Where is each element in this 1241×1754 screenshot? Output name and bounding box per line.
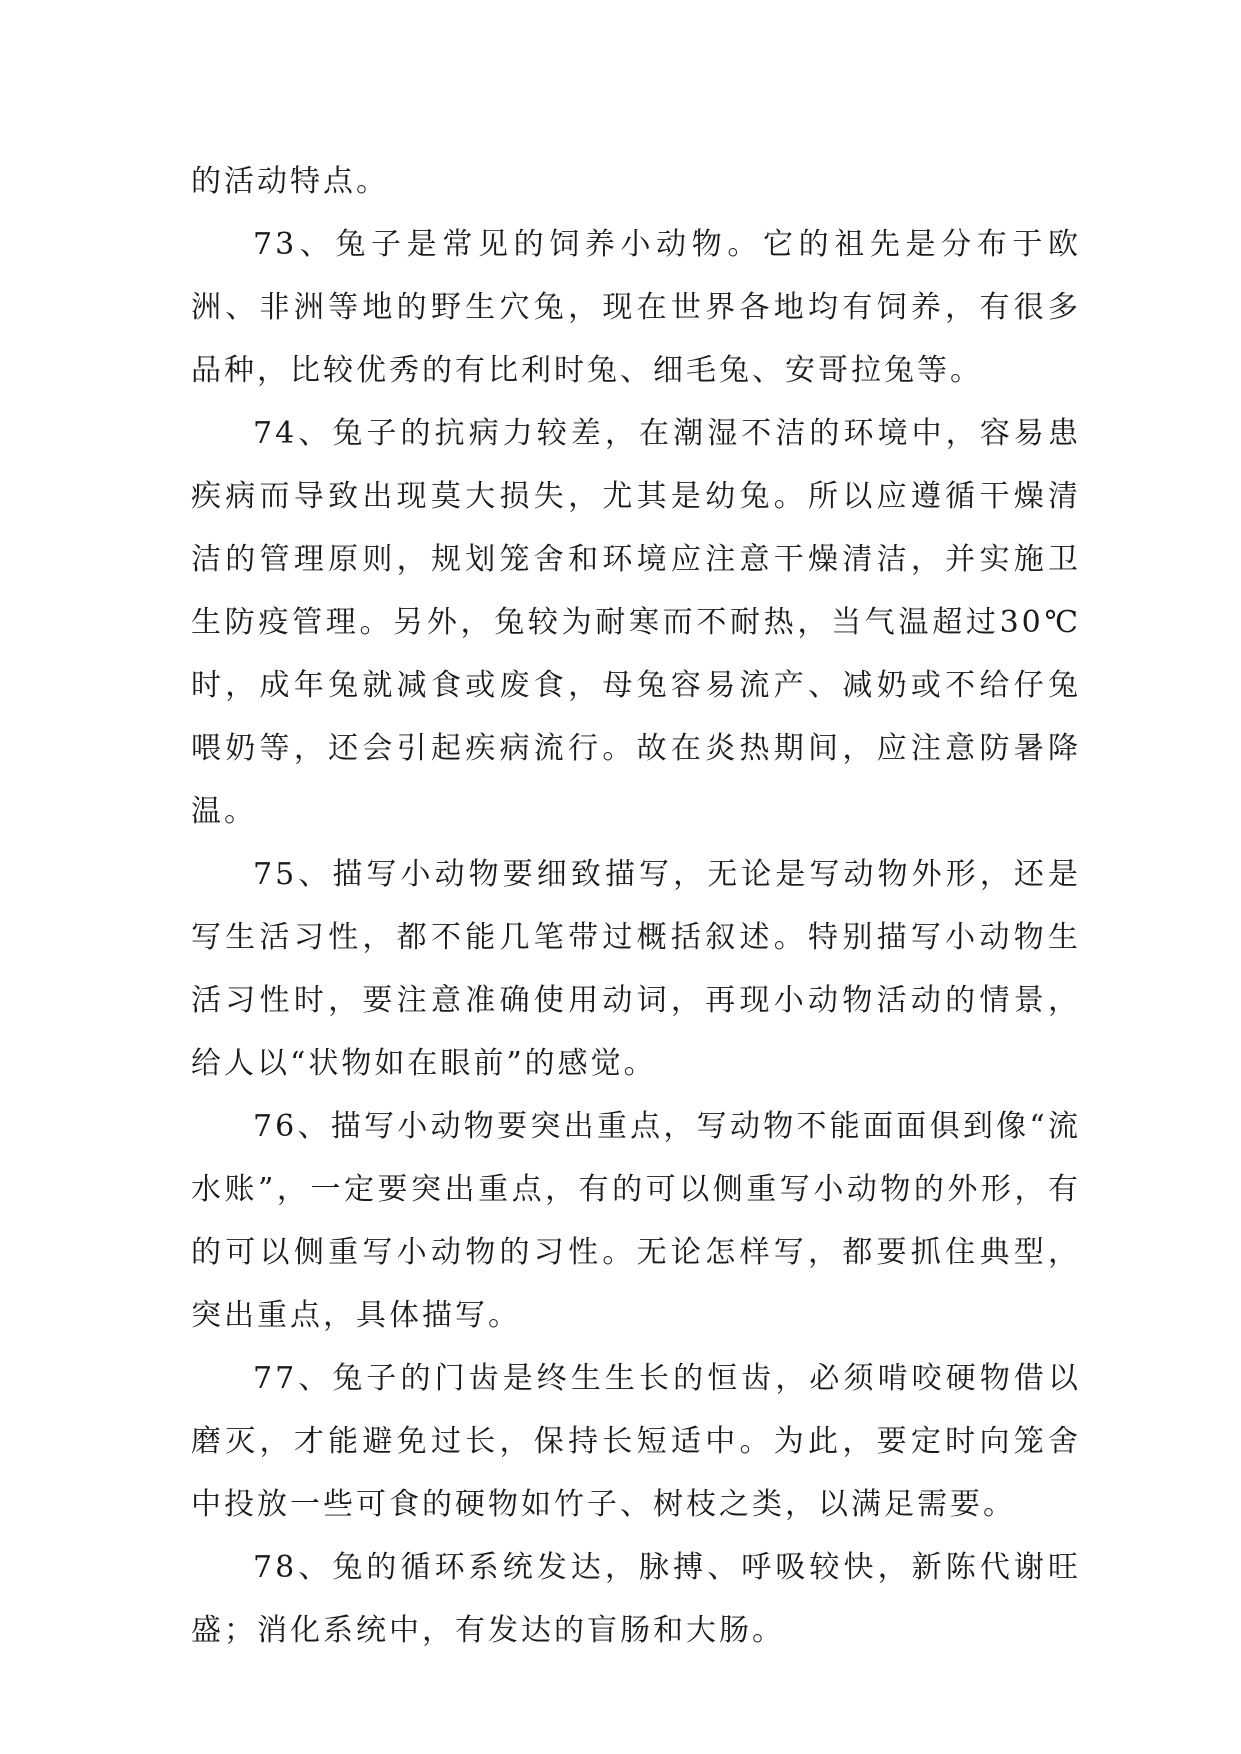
paragraph-76: 76、描写小动物要突出重点，写动物不能面面俱到像“流水账”，一定要突出重点，有的可以侧重写小动物的外形，有的可以侧重写小动物的习性。无论怎样写，都要抓住典型，突出重点，具体描写。 — [191, 1109, 1081, 1333]
paragraph-77: 77、兔子的门齿是终生生长的恒齿，必须啃咬硬物借以磨灭，才能避免过长，保持长短适中。为此，要定时向笼舍中投放一些可食的硬物如竹子、树枝之类，以满足需要。 — [191, 1361, 1081, 1522]
body-text — [191, 150, 1081, 1662]
paragraph-73: 73、兔子是常见的饲养小动物。它的祖先是分布于欧洲、非洲等地的野生穴兔，现在世界各地均有饲养，有很多品种，比较优秀的有比利时兔、细毛兔、安哥拉兔等。 — [191, 227, 1081, 388]
paragraph-continuation: 的活动特点。 — [191, 164, 389, 199]
paragraph-75: 75、描写小动物要细致描写，无论是写动物外形，还是写生活习性，都不能几笔带过概括叙述。特别描写小动物生活习性时，要注意准确使用动词，再现小动物活动的情景，给人以“状物如在眼前”的感觉。 — [191, 857, 1081, 1081]
paragraph-78: 78、兔的循环系统发达，脉搏、呼吸较快，新陈代谢旺盛；消化系统中，有发达的盲肠和大肠。 — [191, 1550, 1081, 1648]
paragraph-74: 74、兔子的抗病力较差，在潮湿不洁的环境中，容易患疾病而导致出现莫大损失，尤其是幼兔。所以应遵循干燥清洁的管理原则，规划笼舍和环境应注意干燥清洁，并实施卫生防疫管理。另外，兔较为耐寒而不耐热，当气温超过30℃时，成年兔就减食或废食，母兔容易流产、减奶或不给仔兔喂奶等，还会引起疾病流行。故在炎热期间，应注意防暑降温。 — [191, 416, 1081, 829]
